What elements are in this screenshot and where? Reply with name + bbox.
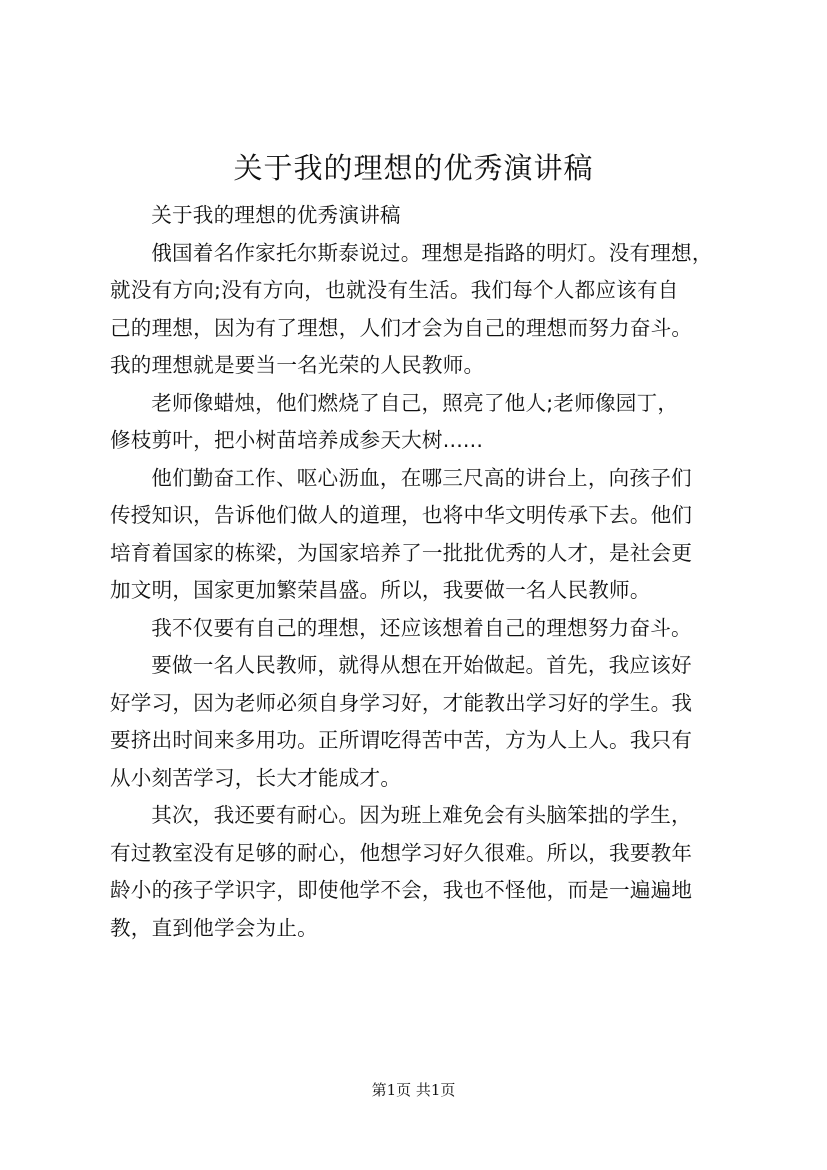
- paragraph: 其次，我还要有耐心。因为班上难免会有头脑笨拙的学生， 有过教室没有足够的耐心，他想学习好久很难。所以，我要教年 龄小的孩子学识字，即使他学不会，我也不怪他，而是一遍遍地 教，直到他学会为止。: [110, 803, 693, 940]
- paragraph: 要做一名人民教师，就得从想在开始做起。首先，我应该好 好学习，因为老师必须自身学习好，才能教出学习好的学生。我 要挤出时间来多用功。正所谓吃得苦中苦，方为人上人。我只有 从小刻苦学习，长大才能成才。: [110, 653, 693, 790]
- paragraph-subtitle: 关于我的理想的优秀演讲稿: [151, 203, 401, 227]
- paragraph: 我不仅要有自己的理想，还应该想着自己的理想努力奋斗。: [151, 615, 692, 640]
- document-body: [110, 197, 750, 947]
- paragraph: 俄国着名作家托尔斯泰说过。理想是指路的明灯。没有理想， 就没有方向;没有方向，也就没有生活。我们每个人都应该有自 己的理想，因为有了理想，人们才会为自己的理想而努力奋斗。 我的理想就是要当一名光荣的人民教师。: [110, 240, 713, 377]
- paragraph: 老师像蜡烛，他们燃烧了自己，照亮了他人;老师像园丁， 修枝剪叶，把小树苗培养成参天大树......: [110, 390, 679, 452]
- paragraph: 他们勤奋工作、呕心沥血，在哪三尺高的讲台上，向孩子们 传授知识，告诉他们做人的道理，也将中华文明传承下去。他们 培育着国家的栋梁，为国家培养了一批批优秀的人才，是社会更 加文明，国家更加繁荣昌盛。所以，我要做一名人民教师。: [110, 465, 693, 602]
- page-footer: 第1页 共1页: [371, 1081, 456, 1099]
- document-title: 关于我的理想的优秀演讲稿: [233, 151, 594, 185]
